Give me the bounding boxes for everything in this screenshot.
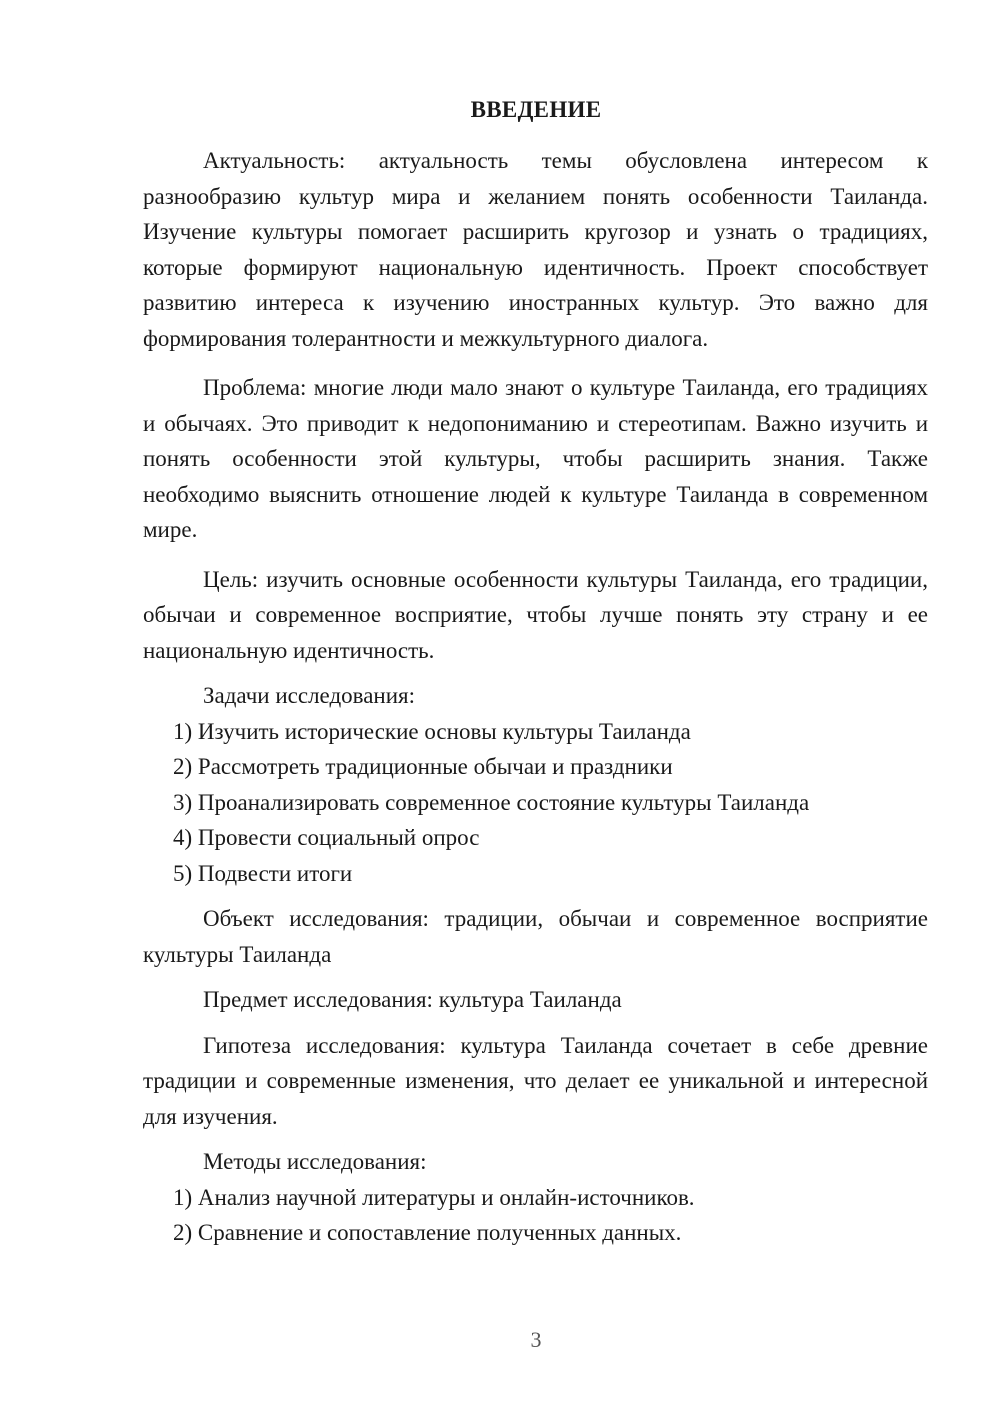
subject-paragraph: Предмет исследования: культура Таиланда (203, 987, 622, 1012)
relevance-paragraph: Актуальность: актуальность темы обусловлена интересом к разнообразию культур мира и желанием понять особенности Таиланда. Изучение культуры помогает расширить кругозор и узнать о традициях, которые формируют национальную идентичность. Проект способствует развитию интереса к изучению иностранных культур. Это важно для формирования толерантности и межкультурного диалога. (143, 148, 928, 351)
methods-heading: Методы исследования: (203, 1149, 427, 1174)
page-body (143, 143, 928, 1251)
task-item: 3) Проанализировать современное состояние культуры Таиланда (173, 789, 810, 815)
method-item: 2) Сравнение и сопоставление полученных данных. (173, 1220, 682, 1245)
page-number: 3 (530, 1327, 542, 1352)
page-title: ВВЕДЕНИЕ (470, 97, 602, 122)
method-item: 1) Анализ научной литературы и онлайн-источников. (173, 1184, 695, 1210)
goal-paragraph: Цель: изучить основные особенности культуры Таиланда, его традиции, обычаи и современное восприятие, чтобы лучше понять эту страну и ее национальную идентичность. (143, 566, 928, 663)
task-item: 1) Изучить исторические основы культуры Таиланда (173, 718, 691, 744)
tasks-heading: Задачи исследования: (203, 683, 416, 708)
task-item: 5) Подвести итоги (173, 860, 353, 886)
hypothesis-paragraph: Гипотеза исследования: культура Таиланда сочетает в себе древние традиции и современные изменения, что делает ее уникальной и интересной для изучения. (143, 1032, 928, 1129)
task-item: 2) Рассмотреть традиционные обычаи и праздники (173, 754, 673, 779)
problem-paragraph: Проблема: многие люди мало знают о культуре Таиланда, его традициях и обычаях. Это приводит к недопониманию и стереотипам. Важно изучить и понять особенности этой культуры, чтобы расширить знания. Также необходимо выяснить отношение людей к культуре Таиланда в современном мире. (143, 375, 928, 542)
object-paragraph: Объект исследования: традиции, обычаи и современное восприятие культуры Таиланда (143, 906, 928, 967)
task-item: 4) Провести социальный опрос (173, 825, 480, 850)
